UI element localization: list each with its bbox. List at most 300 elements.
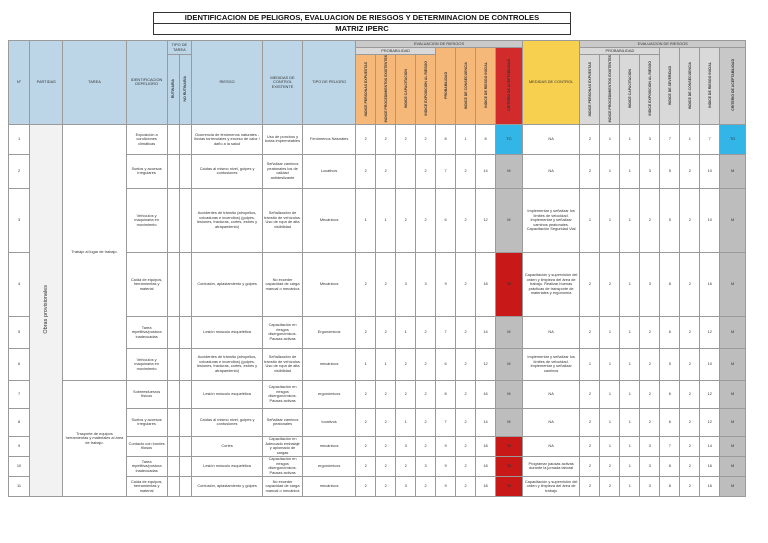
eval-final-value-cell: 2 (640, 348, 660, 380)
medidas-control-cell: Implementar y señalizar los límites de velocidad. Implementar y señalizar caminos peatonales. Capacitación Seguridad Vial (522, 188, 580, 252)
eval-value-cell: 2 (416, 348, 436, 380)
eval-final-value-cell: 2 (640, 380, 660, 408)
header-probabilidad: PROBABILIDAD (356, 48, 436, 55)
eval-final-value-cell: 2 (580, 436, 600, 456)
eval-value-cell: 2 (456, 316, 476, 348)
eval-value-cell: 14 (476, 154, 496, 188)
eval-value-cell: 9 (436, 252, 456, 316)
no-rutinaria-cell (179, 348, 191, 380)
eval-value-cell: 12 (476, 348, 496, 380)
eval-final-value-cell: 16 (700, 456, 720, 476)
eval-value-cell: 2 (376, 316, 396, 348)
criterio-cell: M (496, 380, 523, 408)
criterio-cell: TO (496, 124, 523, 154)
eval-final-value-cell: 1 (600, 380, 620, 408)
eval-value-cell: 6 (436, 188, 456, 252)
eval-value-cell: 2 (356, 408, 376, 436)
criterio-final-cell: M (720, 348, 746, 380)
header-tipo-peligro: TIPO DE PELIGRO (303, 41, 356, 125)
eval-value-cell: 2 (416, 408, 436, 436)
eval-final-value-cell: 2 (600, 252, 620, 316)
document-subtitle: MATRIZ IPERC (154, 23, 570, 34)
eval-value-cell: 3 (416, 252, 436, 316)
eval-final-value-cell: 10 (700, 348, 720, 380)
criterio-cell: M (496, 188, 523, 252)
rutinaria-cell (167, 380, 179, 408)
eval-final-value-cell: 5 (660, 154, 680, 188)
eval-final-value-cell: 2 (580, 456, 600, 476)
eval-final-value-cell: 2 (680, 436, 700, 456)
eval-value-cell: 2 (356, 316, 376, 348)
eval-final-value-cell: 6 (660, 316, 680, 348)
peligro-cell: Caída de equipos, herramientas y material (126, 252, 167, 316)
eval-value-cell: 2 (376, 380, 396, 408)
criterio-final-cell: TO (720, 124, 746, 154)
peligro-cell: Contacto con bordes filosos (126, 436, 167, 456)
riesgo-cell: Accidentes de tránsito (atropellos, volcaduras e incendios) (golpes, lesiones, fracturas, cortes, estrés y atrapamiento) (192, 348, 263, 380)
medidas-control-cell: NA (522, 436, 580, 456)
no-rutinaria-cell (179, 408, 191, 436)
peligro-cell: Suelos y accesos irregulares (126, 408, 167, 436)
tipo-peligro-cell: Fenómenos Naturales (303, 124, 356, 154)
row-number: 9 (9, 436, 30, 456)
criterio-final-cell: M (720, 436, 746, 456)
tipo-peligro-cell: mecánicos (303, 436, 356, 456)
row-number: 5 (9, 316, 30, 348)
medidas-existente-cell: No exceder capacidad de carga manual o mecánica (263, 476, 303, 496)
medidas-existente-cell: Señalizar caminos peatonales (263, 408, 303, 436)
eval-final-value-cell: 7 (660, 436, 680, 456)
no-rutinaria-cell (179, 436, 191, 456)
criterio-cell: M (496, 408, 523, 436)
medidas-existente-cell: Uso de ponchos y botas impermeables (263, 124, 303, 154)
eval-value-cell: 8 (436, 124, 456, 154)
eval-value-cell: 2 (456, 188, 476, 252)
medidas-control-cell: NA (522, 380, 580, 408)
eval-value-cell: 3 (396, 436, 416, 456)
criterio-final-cell: M (720, 154, 746, 188)
eval-final-value-cell: 1 (620, 154, 640, 188)
peligro-cell: Caída de equipos, herramientas y material (126, 476, 167, 496)
header-indice-procedimientos: INDICE PROCEDIMIENTOS EXISTENTES (383, 55, 388, 123)
header-criterio: CRITERIO DE ACEPTABILIDAD (506, 59, 511, 112)
eval-value-cell: 14 (476, 316, 496, 348)
rutinaria-cell (167, 476, 179, 496)
criterio-cell: IM (496, 252, 523, 316)
eval-value-cell: 2 (396, 380, 416, 408)
eval-value-cell: 1 (396, 316, 416, 348)
header-no-rutinaria: NO RUTINARIA (183, 75, 188, 102)
eval-value-cell: 2 (416, 124, 436, 154)
eval-final-value-cell: 3 (640, 154, 660, 188)
eval-value-cell: 2 (376, 124, 396, 154)
eval-value-cell: 2 (396, 124, 416, 154)
header-indice-riesgo-final: INDICE DE RIESGO INICIAL (707, 62, 712, 109)
header-riesgo: RIESGO (192, 41, 263, 125)
eval-final-value-cell: 1 (600, 316, 620, 348)
matrix-body (9, 124, 746, 496)
eval-final-value-cell: 8 (660, 476, 680, 496)
eval-value-cell: 8 (476, 124, 496, 154)
medidas-control-cell: NA (522, 124, 580, 154)
eval-final-value-cell: 6 (660, 380, 680, 408)
eval-value-cell: 2 (376, 252, 396, 316)
criterio-cell: IM (496, 436, 523, 456)
no-rutinaria-cell (179, 316, 191, 348)
iperc-matrix (8, 40, 746, 497)
eval-final-value-cell: 1 (680, 124, 700, 154)
eval-value-cell: 18 (476, 436, 496, 456)
eval-final-value-cell: 2 (680, 188, 700, 252)
header-identificacion: IDENTIFICACION DEPELIGRO (126, 41, 167, 125)
tipo-peligro-cell: Mecánicos (303, 188, 356, 252)
criterio-cell: M (496, 154, 523, 188)
row-number: 7 (9, 380, 30, 408)
riesgo-cell: Cortes (192, 436, 263, 456)
eval-final-value-cell: 2 (640, 188, 660, 252)
eval-final-value-cell: 5 (660, 348, 680, 380)
eval-final-value-cell: 2 (640, 408, 660, 436)
eval-value-cell: 3 (396, 476, 416, 496)
medidas-control-cell: NA (522, 316, 580, 348)
eval-final-value-cell: 2 (640, 316, 660, 348)
eval-final-value-cell: 10 (700, 188, 720, 252)
rutinaria-cell (167, 252, 179, 316)
eval-value-cell: 1 (396, 408, 416, 436)
eval-value-cell: 2 (456, 456, 476, 476)
eval-value-cell: 1 (376, 188, 396, 252)
header-tipo-tarea: TIPO DE TAREA (167, 41, 191, 55)
eval-final-value-cell: 2 (580, 316, 600, 348)
medidas-existente-cell: Capacitación en riesgos disergonómicos. Pausas activas (263, 456, 303, 476)
peligro-cell: Suelos y accesos irregulares (126, 154, 167, 188)
eval-final-value-cell: 3 (640, 252, 660, 316)
eval-final-value-cell: 2 (680, 456, 700, 476)
medidas-existente-cell: Capacitación en Adecuado embalaje y aplomado de cargas (263, 436, 303, 456)
no-rutinaria-cell (179, 154, 191, 188)
eval-final-value-cell: 2 (580, 124, 600, 154)
eval-value-cell: 2 (396, 348, 416, 380)
header-probabilidad-col: PROBABILIDAD (443, 71, 448, 99)
header-indice-capacitacion-final: INDICE CAPACITACION (627, 69, 632, 109)
area-cell (30, 124, 63, 496)
eval-value-cell: 2 (456, 154, 476, 188)
eval-value-cell: 2 (356, 154, 376, 188)
eval-final-value-cell: 1 (620, 456, 640, 476)
row-number: 2 (9, 154, 30, 188)
eval-final-value-cell: 2 (580, 252, 600, 316)
rutinaria-cell (167, 348, 179, 380)
eval-value-cell: 3 (396, 252, 416, 316)
peligro-cell: Tarea repetitiva/postura inadecuadas (126, 316, 167, 348)
tipo-peligro-cell: locativos (303, 408, 356, 436)
riesgo-cell: Caídas al mismo nivel, golpes y contusiones (192, 408, 263, 436)
eval-value-cell: 2 (356, 252, 376, 316)
eval-value-cell: 6 (436, 348, 456, 380)
peligro-cell: Exposición a condiciones climáticas (126, 124, 167, 154)
rutinaria-cell (167, 408, 179, 436)
no-rutinaria-cell (179, 252, 191, 316)
tipo-peligro-cell: ergonómicos (303, 456, 356, 476)
eval-final-value-cell: 7 (700, 124, 720, 154)
eval-final-value-cell: 1 (580, 348, 600, 380)
eval-value-cell: 2 (456, 476, 476, 496)
eval-final-value-cell: 1 (620, 436, 640, 456)
eval-final-value-cell: 1 (600, 188, 620, 252)
row-number: 6 (9, 348, 30, 380)
eval-final-value-cell: 16 (700, 252, 720, 316)
eval-final-value-cell: 1 (600, 154, 620, 188)
eval-value-cell: 2 (456, 408, 476, 436)
tipo-peligro-cell: mecánicos (303, 476, 356, 496)
criterio-cell: IM (496, 476, 523, 496)
eval-value-cell (396, 154, 416, 188)
eval-final-value-cell: 1 (620, 316, 640, 348)
header-indice-consecuencia-final: INDICE DE CONSECUENCIA (687, 61, 692, 109)
criterio-cell: M (496, 348, 523, 380)
eval-final-value-cell: 12 (700, 408, 720, 436)
eval-final-value-cell: 3 (640, 456, 660, 476)
criterio-cell: IM (496, 456, 523, 476)
no-rutinaria-cell (179, 188, 191, 252)
eval-final-value-cell: 2 (580, 154, 600, 188)
medidas-control-cell: NA (522, 154, 580, 188)
table-row (9, 380, 746, 408)
header-indice-exposicion: INDICE EXPOSICION AL RIESGO (423, 61, 428, 117)
eval-final-value-cell: 1 (620, 476, 640, 496)
eval-value-cell: 2 (416, 380, 436, 408)
no-rutinaria-cell (179, 124, 191, 154)
eval-value-cell: 14 (476, 408, 496, 436)
eval-final-value-cell: 2 (680, 316, 700, 348)
header-indice-severidad: INDICE DE SEVERIDAD (667, 65, 672, 105)
peligro-cell: Tarea repetitiva/postura inadecuadas (126, 456, 167, 476)
tipo-peligro-cell: Mecánicos (303, 252, 356, 316)
eval-final-value-cell: 1 (620, 348, 640, 380)
eval-final-value-cell: 1 (620, 188, 640, 252)
row-number: 10 (9, 456, 30, 476)
header-tarea: TAREA (63, 41, 126, 125)
medidas-control-cell: NA (522, 408, 580, 436)
tarea-cell: Trasporte de equipos herramientas y materiales al área de trabajo. (63, 380, 126, 496)
header-medidas-control: MEDIDAS DE CONTROL (522, 41, 580, 125)
eval-value-cell: 2 (416, 316, 436, 348)
eval-final-value-cell: 2 (580, 408, 600, 436)
eval-final-value-cell: 1 (620, 252, 640, 316)
eval-final-value-cell: 3 (640, 476, 660, 496)
table-row (9, 124, 746, 154)
eval-value-cell: 2 (376, 476, 396, 496)
medidas-existente-cell: Capacitación en riesgos disergonómicos. Pausas activas (263, 380, 303, 408)
header-partidas: PARTIDAS (30, 41, 63, 125)
row-number: 8 (9, 408, 30, 436)
eval-value-cell: 2 (396, 188, 416, 252)
document-title: IDENTIFICACION DE PELIGROS, EVALUACION DE RIESGOS Y DETERMINACION DE CONTROLES (184, 13, 540, 22)
eval-final-value-cell: 1 (600, 408, 620, 436)
eval-value-cell: 18 (476, 252, 496, 316)
eval-value-cell: 2 (396, 456, 416, 476)
riesgo-cell: Contusión, aplastamiento y golpes (192, 252, 263, 316)
eval-value-cell: 2 (356, 476, 376, 496)
eval-value-cell: 2 (376, 436, 396, 456)
no-rutinaria-cell (179, 380, 191, 408)
eval-final-value-cell: 6 (660, 408, 680, 436)
row-number: 4 (9, 252, 30, 316)
eval-value-cell: 1 (376, 348, 396, 380)
header-indice-riesgo: INDICE DE RIESGO INICIAL (483, 62, 488, 109)
eval-value-cell: 1 (456, 124, 476, 154)
header-n: N° (9, 41, 30, 125)
eval-value-cell: 2 (416, 476, 436, 496)
eval-final-value-cell: 10 (700, 154, 720, 188)
criterio-final-cell: M (720, 476, 746, 496)
eval-final-value-cell: 1 (600, 348, 620, 380)
eval-value-cell: 2 (456, 348, 476, 380)
header-indice-personas-final: INDICE PERSONAS EXPUESTAS (587, 61, 592, 116)
tipo-peligro-cell: Ergonómicos (303, 316, 356, 348)
medidas-existente-cell: No exceder capacidad de carga manual o mecánica (263, 252, 303, 316)
eval-value-cell: 1 (356, 348, 376, 380)
eval-final-value-cell: 8 (660, 456, 680, 476)
eval-final-value-cell: 12 (700, 380, 720, 408)
eval-final-value-cell: 12 (700, 316, 720, 348)
medidas-existente-cell: Señalizar caminos peatonales los de calidad antideslizante (263, 154, 303, 188)
peligro-cell: Sobreesfuerzos físicos (126, 380, 167, 408)
eval-final-value-cell: 14 (700, 436, 720, 456)
eval-final-value-cell: 2 (680, 380, 700, 408)
tipo-peligro-cell: mecánicos (303, 348, 356, 380)
riesgo-cell: Lesión músculo esquelética (192, 380, 263, 408)
eval-value-cell: 2 (356, 380, 376, 408)
eval-value-cell: 9 (436, 436, 456, 456)
riesgo-cell: Ocurrencia de fenómenos naturales - lluvias torrenciales y exceso de calor / daño a la salud (192, 124, 263, 154)
eval-final-value-cell: 2 (580, 380, 600, 408)
eval-final-value-cell: 2 (680, 476, 700, 496)
tipo-peligro-cell: ergonómicos (303, 380, 356, 408)
criterio-final-cell: M (720, 456, 746, 476)
medidas-control-cell: Programar pausas activas durante la jornada laboral (522, 456, 580, 476)
eval-value-cell: 1 (356, 188, 376, 252)
row-number: 11 (9, 476, 30, 496)
header-indice-consecuencia: INDICE DE CONSECUENCIA (463, 61, 468, 109)
eval-final-value-cell: 5 (660, 188, 680, 252)
criterio-final-cell: M (720, 252, 746, 316)
header-evaluacion-riesgos: EVALUACION DE RIESGOS (356, 41, 523, 48)
eval-value-cell: 2 (456, 380, 476, 408)
eval-value-cell: 12 (476, 188, 496, 252)
header-rutinaria: RUTINARIA (171, 79, 176, 99)
eval-final-value-cell: 3 (640, 436, 660, 456)
eval-value-cell: 3 (416, 456, 436, 476)
header-probabilidad-final: PROBABILIDAD (580, 48, 660, 55)
eval-value-cell: 2 (416, 436, 436, 456)
header-indice-personas: INDICE PERSONAS EXPUESTAS (363, 61, 368, 116)
eval-value-cell: 9 (436, 456, 456, 476)
header-medidas-existente: MEDIDAS DE CONTROL EXISTENTE (263, 41, 303, 125)
riesgo-cell: Caídas al mismo nivel, golpes y contusiones (192, 154, 263, 188)
eval-value-cell: 18 (476, 456, 496, 476)
eval-final-value-cell: 2 (680, 348, 700, 380)
eval-value-cell: 16 (476, 380, 496, 408)
criterio-final-cell: M (720, 380, 746, 408)
rutinaria-cell (167, 124, 179, 154)
eval-value-cell: 2 (356, 124, 376, 154)
eval-final-value-cell: 8 (660, 252, 680, 316)
eval-value-cell: 8 (436, 380, 456, 408)
no-rutinaria-cell (179, 476, 191, 496)
medidas-control-cell: Capacitación y supervisión del orden y limpieza del área de trabajo. Realizar buenas prácticas de transporte de materiales y ergonomía (522, 252, 580, 316)
tarea-cell: Trabajo al lugar de trabajo. (63, 124, 126, 380)
peligro-cell: Vehículos y maquinaria en movimiento (126, 188, 167, 252)
rutinaria-cell (167, 436, 179, 456)
eval-final-value-cell: 1 (620, 124, 640, 154)
header-criterio-final: CRITERIO DE ACEPTABILIDAD (730, 59, 735, 112)
eval-value-cell: 7 (436, 408, 456, 436)
peligro-cell: Vehículos y maquinaria en movimiento (126, 348, 167, 380)
eval-value-cell: 2 (416, 188, 436, 252)
eval-value-cell: 2 (416, 154, 436, 188)
eval-final-value-cell: 1 (620, 408, 640, 436)
riesgo-cell: Contusión, aplastamiento y golpes (192, 476, 263, 496)
row-number: 3 (9, 188, 30, 252)
eval-final-value-cell: 1 (600, 124, 620, 154)
eval-final-value-cell: 2 (680, 154, 700, 188)
medidas-control-cell: Implementar y señalizar los límites de velocidad. Implementar y señalizar caminos (522, 348, 580, 380)
eval-final-value-cell: 2 (600, 476, 620, 496)
medidas-existente-cell: Capacitación en riesgos disergonómicos. Pausas activas (263, 316, 303, 348)
eval-final-value-cell: 7 (660, 124, 680, 154)
eval-value-cell: 2 (356, 456, 376, 476)
tipo-peligro-cell: Locativos (303, 154, 356, 188)
eval-final-value-cell: 3 (640, 124, 660, 154)
riesgo-cell: Lesión músculo esquelética (192, 456, 263, 476)
eval-value-cell: 18 (476, 476, 496, 496)
riesgo-cell: Lesión músculo esquelética (192, 316, 263, 348)
eval-value-cell: 7 (436, 316, 456, 348)
eval-final-value-cell: 2 (680, 252, 700, 316)
eval-final-value-cell: 1 (600, 436, 620, 456)
eval-value-cell: 2 (456, 252, 476, 316)
medidas-existente-cell: Señalización de tránsito de vehículos. Uso de ropa de alta visibilidad (263, 188, 303, 252)
no-rutinaria-cell (179, 456, 191, 476)
eval-value-cell: 2 (376, 154, 396, 188)
eval-value-cell: 2 (376, 456, 396, 476)
eval-final-value-cell: 16 (700, 476, 720, 496)
row-number: 1 (9, 124, 30, 154)
eval-value-cell: 9 (436, 476, 456, 496)
rutinaria-cell (167, 316, 179, 348)
eval-final-value-cell: 2 (580, 476, 600, 496)
rutinaria-cell (167, 456, 179, 476)
medidas-existente-cell: Señalización de tránsito de vehículos. Uso de ropa de alta visibilidad (263, 348, 303, 380)
eval-final-value-cell: 1 (620, 380, 640, 408)
criterio-cell: M (496, 316, 523, 348)
header-indice-capacitacion: INDICE CAPACITACION (403, 69, 408, 109)
eval-value-cell: 2 (376, 408, 396, 436)
eval-final-value-cell: 2 (600, 456, 620, 476)
header-indice-procedimientos-final: INDICE PROCEDIMIENTOS EXISTENTES (607, 55, 612, 123)
rutinaria-cell (167, 154, 179, 188)
header-evaluacion-riesgos-final: EVALUACION DE RIESGOS (580, 41, 746, 48)
riesgo-cell: Accidentes de tránsito (atropellos, volcaduras e incendios) (golpes, lesiones, fracturas, cortes, estrés y atrapamiento) (192, 188, 263, 252)
medidas-control-cell: Capacitación y supervisión del orden y limpieza del área de trabajo (522, 476, 580, 496)
eval-final-value-cell: 1 (580, 188, 600, 252)
eval-value-cell: 7 (436, 154, 456, 188)
criterio-final-cell: M (720, 316, 746, 348)
eval-value-cell: 2 (456, 436, 476, 456)
criterio-final-cell: M (720, 408, 746, 436)
header-indice-exposicion-final: INDICE EXPOSICION AL RIESGO (647, 61, 652, 117)
